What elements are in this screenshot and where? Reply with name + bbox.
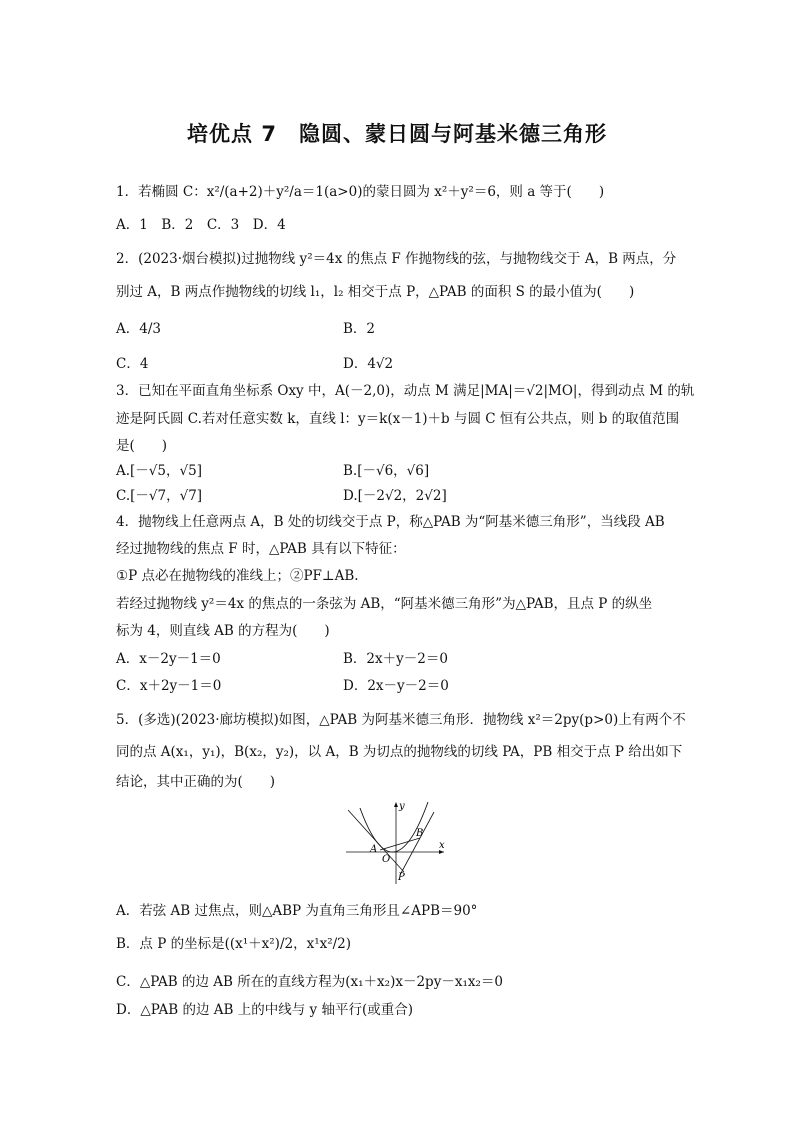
q2-option-c: C．4 bbox=[116, 356, 149, 372]
q4-line2: 经过抛物线的焦点 F 时，△PAB 具有以下特征： bbox=[116, 541, 406, 557]
parabola-figure bbox=[340, 800, 450, 888]
q5-option-a: A．若弦 AB 过焦点，则△ABP 为直角三角形且∠APB＝90° bbox=[116, 903, 478, 919]
q3-line1: 3．已知在平面直角坐标系 Oxy 中，A(－2,0)，动点 M 满足|MA|＝√2|MO|，得到动点 M 的轨 bbox=[116, 383, 695, 399]
q1-stem: 1．若椭圆 C：x²/(a+2)＋y²/a＝1(a>0)的蒙日圆为 x²＋y²＝6，则 a 等于( ) bbox=[116, 184, 605, 200]
q5-line1: 5．(多选)(2023·廊坊模拟)如图，△PAB 为阿基米德三角形．抛物线 x²＝2py(p>0)上有两个不 bbox=[116, 712, 686, 728]
q3-option-c: C.[－√7，√7] bbox=[116, 488, 203, 504]
q5-option-d: D．△PAB 的边 AB 上的中线与 y 轴平行(或重合) bbox=[116, 1002, 414, 1018]
label-o: O bbox=[382, 854, 391, 865]
q3-option-a: A.[－√5，√5] bbox=[116, 463, 202, 479]
label-y: y bbox=[399, 801, 405, 812]
q5-option-b: B．点 P 的坐标是((x¹＋x²)/2，x¹x²/2) bbox=[116, 936, 352, 952]
label-x: x bbox=[439, 840, 445, 851]
q4-option-d: D．2x－y－2＝0 bbox=[343, 678, 449, 694]
q4-line4: 若经过抛物线 y²＝4x 的焦点的一条弦为 AB，“阿基米德三角形”为△PAB，且点 P 的纵坐 bbox=[116, 596, 653, 612]
tangent-pb bbox=[400, 812, 434, 875]
label-p: P bbox=[398, 872, 405, 883]
q4-line3: ①P 点必在抛物线的准线上；②PF⊥AB. bbox=[116, 568, 359, 584]
label-b: B bbox=[416, 828, 424, 839]
chord-ab bbox=[380, 838, 420, 850]
q4-line5: 标为 4，则直线 AB 的方程为( ) bbox=[116, 623, 330, 639]
q4-option-c: C．x＋2y－1＝0 bbox=[116, 678, 222, 694]
q2-option-d: D．4√2 bbox=[343, 356, 394, 372]
q4-option-a: A．x－2y－1＝0 bbox=[116, 651, 221, 667]
q5-option-c: C．△PAB 的边 AB 所在的直线方程为(x₁＋x₂)x－2py－x₁x₂＝0 bbox=[116, 974, 503, 990]
q3-option-b: B.[－√6，√6] bbox=[343, 463, 430, 479]
q4-option-b: B．2x＋y－2＝0 bbox=[343, 651, 448, 667]
q5-line3: 结论，其中正确的为( ) bbox=[116, 774, 276, 790]
page-title: 培优点 7 隐圆、蒙日圆与阿基米德三角形 bbox=[187, 122, 607, 146]
q3-line2: 迹是阿氏圆 C.若对任意实数 k，直线 l：y＝k(x－1)＋b 与圆 C 恒有公共点，则 b 的取值范围 bbox=[116, 411, 680, 427]
q5-line2: 同的点 A(x₁，y₁)，B(x₂，y₂)，以 A，B 为切点的抛物线的切线 PA，PB 相交于点 P 给出如下 bbox=[116, 744, 683, 760]
q2-line1: 2．(2023·烟台模拟)过抛物线 y²＝4x 的焦点 F 作抛物线的弦，与抛物线交于 A，B 两点，分 bbox=[116, 251, 677, 267]
label-a: A bbox=[370, 844, 378, 855]
q2-option-b: B．2 bbox=[343, 321, 376, 337]
q4-line1: 4．抛物线上任意两点 A，B 处的切线交于点 P，称△PAB 为“阿基米德三角形”，当线段 AB bbox=[116, 514, 665, 530]
q3-option-d: D.[－2√2，2√2] bbox=[343, 488, 447, 504]
q2-option-a: A．4/3 bbox=[116, 321, 161, 337]
q1-options: A．1 B．2 C．3 D．4 bbox=[116, 217, 286, 233]
q2-line2: 别过 A，B 两点作抛物线的切线 l₁，l₂ 相交于点 P，△PAB 的面积 S 的最小值为( ) bbox=[116, 284, 635, 300]
q3-line3: 是( ) bbox=[116, 438, 168, 454]
